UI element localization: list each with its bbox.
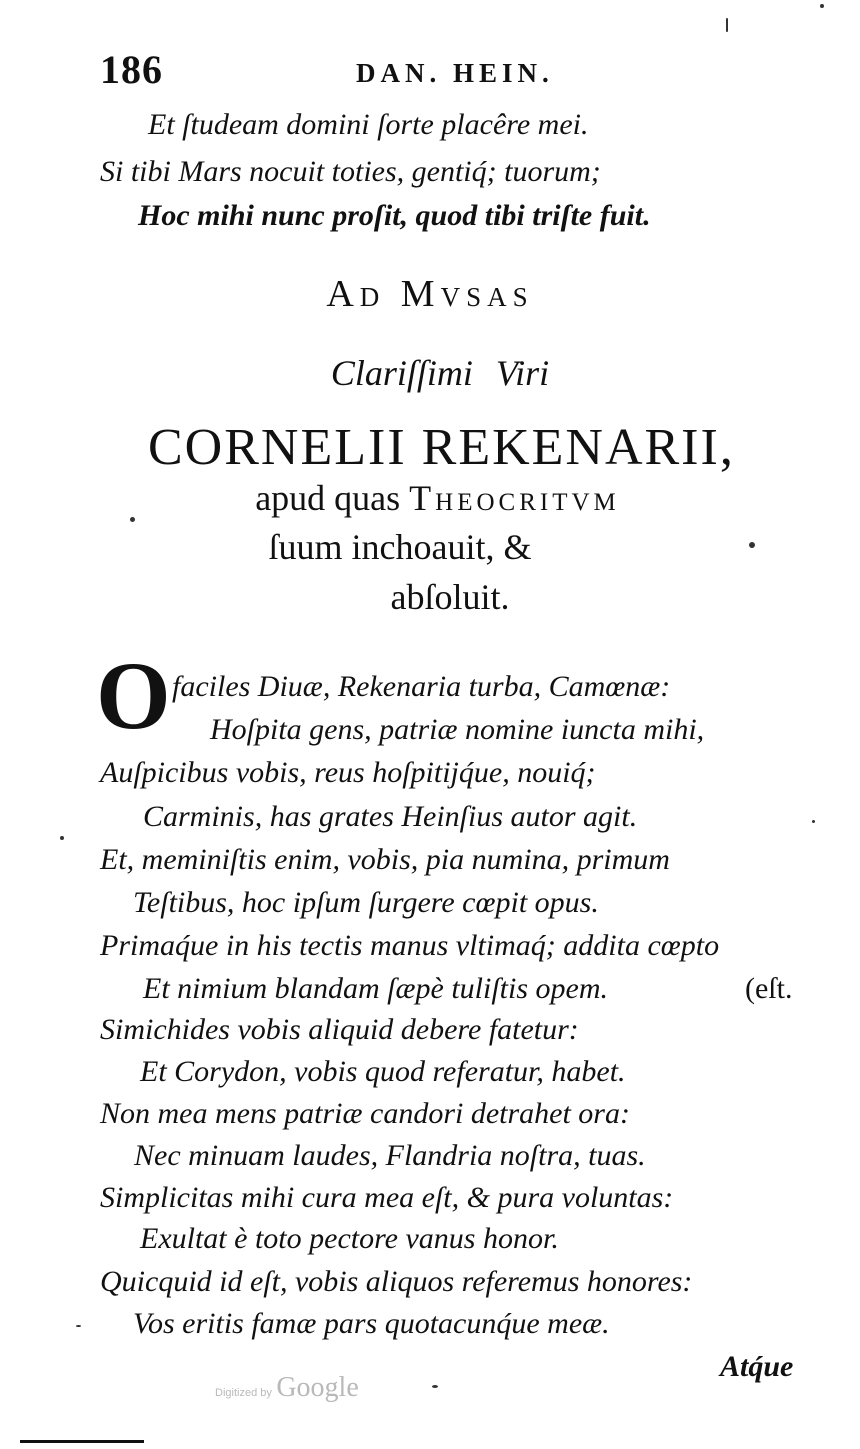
watermark-prefix: Digitized by xyxy=(215,1387,272,1399)
poem-line: Et Corydon, vobis quod referatur, habet. xyxy=(140,1055,626,1088)
poem-line: Et nimium blandam ſæpè tuliſtis opem. xyxy=(143,972,608,1005)
ink-speck xyxy=(76,1325,81,1327)
ink-speck xyxy=(60,836,64,840)
poem-line: Auſpicibus vobis, reus hoſpitijq́ue, nouiq́; xyxy=(100,756,596,789)
line-end-note: (eſt. xyxy=(745,972,793,1005)
heading-line: ſuum inchoauit, & xyxy=(268,527,532,567)
running-head: DAN. HEIN. xyxy=(356,58,554,88)
section-subtitle: Clariſſimi Viri xyxy=(330,353,550,393)
watermark-logo: Google xyxy=(276,1372,359,1403)
poem-line: faciles Diuæ, Rekenaria turba, Camœnæ: xyxy=(172,670,671,703)
poem-line: Teſtibus, hoc ipſum ſurgere cœpit opus. xyxy=(133,886,599,919)
poem-line: Primaq́ue in his tectis manus vltimaq́; addita cœpto xyxy=(100,929,720,962)
heading-line: abſoluit. xyxy=(390,577,510,617)
drop-cap: O xyxy=(96,642,171,749)
heading-line xyxy=(0,477,860,519)
bottom-rule xyxy=(20,1440,144,1443)
poem-line: Non mea mens patriæ candori detrahet ora: xyxy=(100,1097,630,1130)
poem-line: Exultat è toto pectore vanus honor. xyxy=(140,1222,559,1255)
ink-speck xyxy=(820,4,824,8)
ink-speck xyxy=(130,517,135,522)
top-verse-line: Si tibi Mars nocuit toties, gentiq́; tuorum; xyxy=(100,155,601,188)
poem-line: Carminis, has grates Heinſius autor agit. xyxy=(143,800,638,833)
top-verse-line: Et ſtudeam domini ſorte placêre mei. xyxy=(148,108,589,141)
ink-speck xyxy=(812,820,815,823)
ink-speck xyxy=(749,542,755,548)
poem-line: Quicquid id eſt, vobis aliquos referemus honores: xyxy=(100,1265,693,1298)
heading-line-text: apud quas xyxy=(255,478,410,518)
poem-line: Nec minuam laudes, Flandria noſtra, tuas. xyxy=(134,1139,646,1172)
poem-line: Simichides vobis aliquid debere fatetur: xyxy=(100,1013,579,1046)
ink-speck xyxy=(432,1385,438,1388)
poem-line: Vos eritis famæ pars quotacunq́ue meæ. xyxy=(133,1307,610,1340)
page-number: 186 xyxy=(100,47,163,92)
section-title: Ad Mvsas xyxy=(326,273,534,315)
theocritus-name: Theocritvm xyxy=(409,478,620,518)
poem-line: Et, meminiſtis enim, vobis, pia numina, primum xyxy=(100,843,670,876)
ink-speck xyxy=(726,18,728,32)
top-verse-line: Hoc mihi nunc proſit, quod tibi triſte fuit. xyxy=(138,199,651,232)
dedicatee-name: CORNELII REKENARII, xyxy=(148,419,735,476)
poem-line: Hoſpita gens, patriæ nomine iuncta mihi, xyxy=(210,713,705,746)
catchword: Atq́ue xyxy=(720,1350,794,1383)
google-watermark xyxy=(215,1372,359,1404)
poem-line: Simplicitas mihi cura mea eſt, & pura voluntas: xyxy=(100,1181,674,1214)
